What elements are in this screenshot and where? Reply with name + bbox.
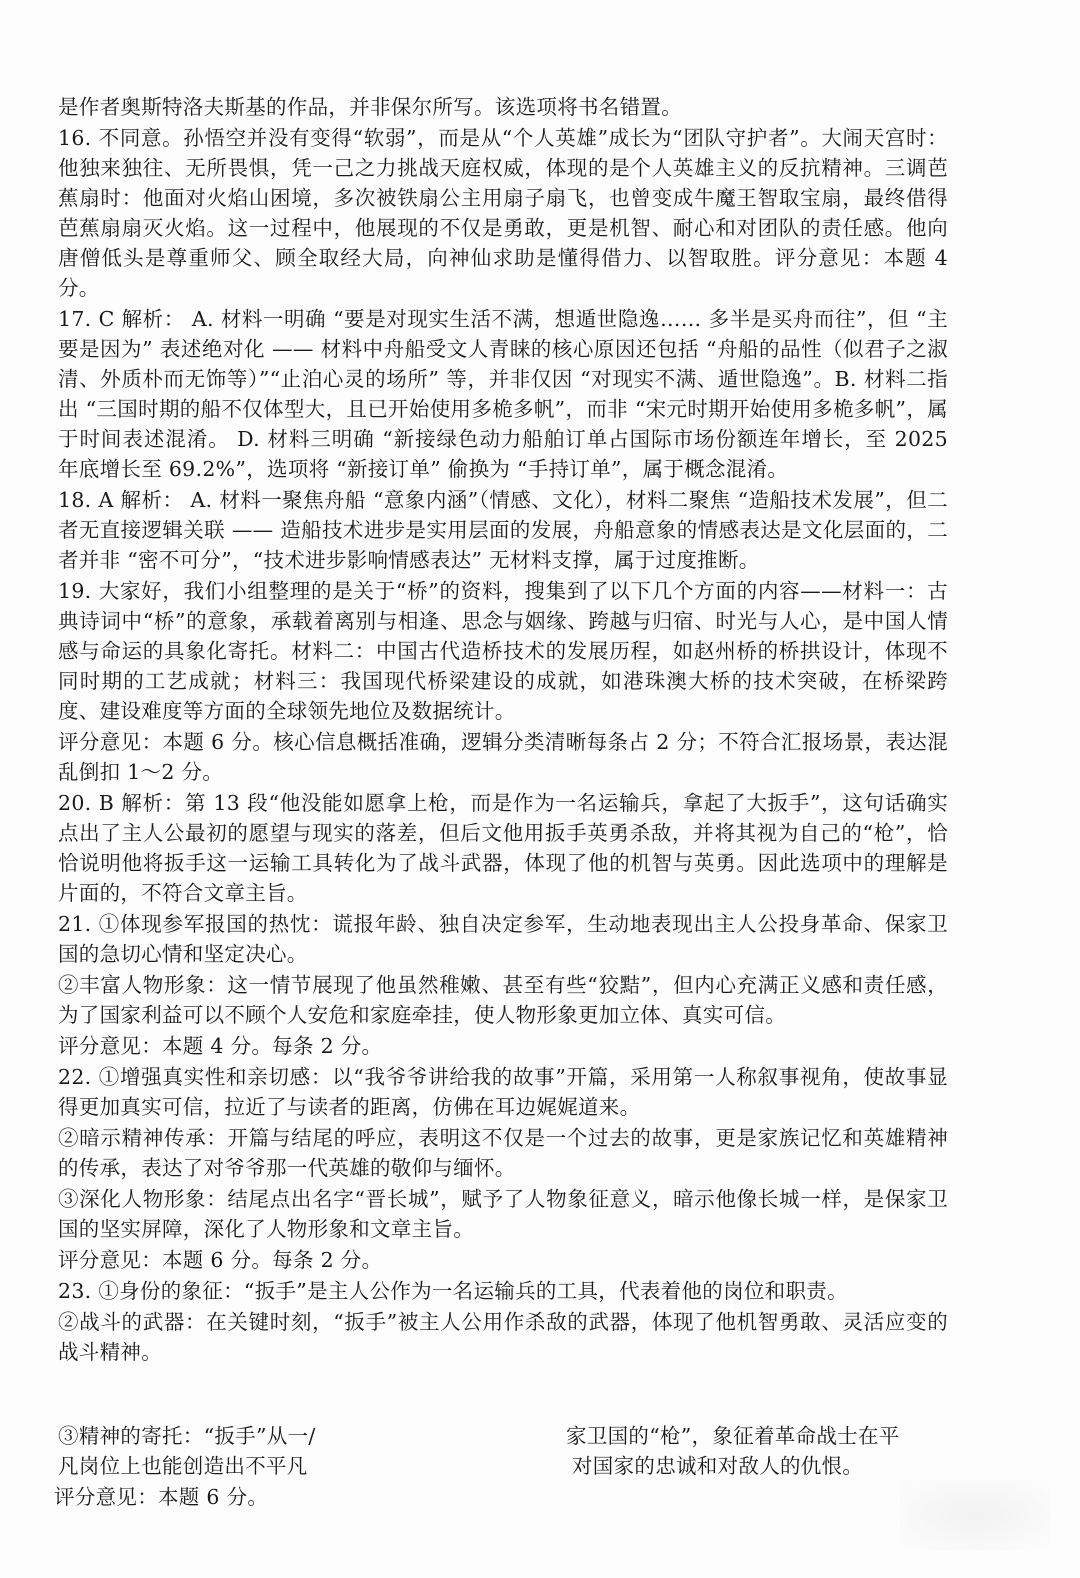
paragraph-19-scoring: 评分意见：本题 6 分。核心信息概括准确，逻辑分类清晰每条占 2 分；不符合汇报场景，表达混乱倒扣 1～2 分。 — [58, 730, 948, 784]
paragraph-23-point3-right: 家卫国的“枪”，象征着革命战士在平 — [566, 1424, 900, 1448]
paragraph-23-point3-left: ③精神的寄托：“扳手”从一/ — [58, 1424, 316, 1448]
scan-smudge — [900, 1480, 1050, 1550]
paragraph-15-tail: 是作者奥斯特洛夫斯基的作品，并非保尔所写。该选项将书名错置。 — [58, 95, 682, 119]
paragraph-21-point1: 21. ①体现参军报国的热忱：谎报年龄、独自决定参军，生动地表现出主人公投身革命、保家卫国的急切心情和坚定决心。 — [58, 912, 948, 966]
paragraph-22-scoring: 评分意见：本题 6 分。每条 2 分。 — [58, 1248, 383, 1272]
paragraph-22-point1: 22. ①增强真实性和亲切感：以“我爷爷讲给我的故事”开篇，采用第一人称叙事视角，使故事显得更加真实可信，拉近了与读者的距离，仿佛在耳边娓娓道来。 — [58, 1065, 948, 1119]
paragraph-19: 19. 大家好，我们小组整理的是关于“桥”的资料，搜集到了以下几个方面的内容——材料一：古典诗词中“桥”的意象，承载着离别与相逢、思念与姻缘、跨越与归宿、时光与人心，是中国人情感与命运的具象化寄托。材料二：中国古代造桥技术的发展历程，如赵州桥的桥拱设计，体现不同时期的工艺成就；材料三：我国现代桥梁建设的成就，如港珠澳大桥的技术突破，在桥梁跨度、建设难度等方面的全球领先地位及数据统计。 — [58, 579, 948, 723]
paragraph-20: 20. B 解析：第 13 段“他没能如愿拿上枪，而是作为一名运输兵，拿起了大扳手”，这句话确实点出了主人公最初的愿望与现实的落差，但后文他用扳手英勇杀敌，并将其视为自己的“枪”，恰恰说明他将扳手这一运输工具转化为了战斗武器，体现了他的机智与英勇。因此选项中的理解是片面的，不符合文章主旨。 — [58, 791, 948, 905]
paragraph-23-line2-left: 凡岗位上也能创造出不平凡 — [58, 1454, 308, 1478]
paragraph-18: 18. A 解析： A. 材料一聚焦舟船 “意象内涵”（情感、文化），材料二聚焦 “造船技术发展”，但二者无直接逻辑关联 —— 造船技术进步是实用层面的发展，舟船意象的情感表达是文化层面的，二者并非 “密不可分”，“技术进步影响情感表达” 无材料支撑，属于过度推断。 — [58, 488, 948, 572]
paragraph-23-scoring: 评分意见：本题 6 分。 — [54, 1485, 269, 1509]
paragraph-21-point2: ②丰富人物形象：这一情节展现了他虽然稚嫩、甚至有些“狡黠”，但内心充满正义感和责任感，为了国家利益可以不顾个人安危和家庭牵挂，使人物形象更加立体、真实可信。 — [58, 973, 948, 1027]
paragraph-21-scoring: 评分意见：本题 4 分。每条 2 分。 — [58, 1034, 383, 1058]
paragraph-22-point3: ③深化人物形象：结尾点出名字“晋长城”，赋予了人物象征意义，暗示他像长城一样，是保家卫国的坚实屏障，深化了人物形象和文章主旨。 — [58, 1187, 948, 1241]
paragraph-23-line2-right: 对国家的忠诚和对敌人的仇恨。 — [572, 1454, 864, 1478]
paragraph-23-point1: 23. ①身份的象征：“扳手”是主人公作为一名运输兵的工具，代表着他的岗位和职责。 — [58, 1279, 848, 1303]
answer-text-body — [58, 92, 948, 1368]
paragraph-23-point2: ②战斗的武器：在关键时刻，“扳手”被主人公用作杀敌的武器，体现了他机智勇敢、灵活应变的战斗精神。 — [58, 1310, 948, 1364]
paragraph-22-point2: ②暗示精神传承：开篇与结尾的呼应，表明这不仅是一个过去的故事，更是家族记忆和英雄精神的传承，表达了对爷爷那一代英雄的敬仰与缅怀。 — [58, 1126, 948, 1180]
paragraph-17: 17. C 解析： A. 材料一明确 “要是对现实生活不满，想遁世隐逸…… 多半是买舟而往”，但 “主要是因为” 表述绝对化 —— 材料中舟船受文人青睐的核心原因还包括 “舟船的品性（似君子之淑清、外质朴而无饰等）”“止泊心灵的场所” 等，并非仅因 “对现实不满、遁世隐逸”。B. 材料二指出 “三国时期的船不仅体型大，且已开始使用多桅多帆”，而非 “宋元时期开始使用多桅多帆”，属于时间表述混淆。 D. 材料三明确 “新接绿色动力船舶订单占国际市场份额连年增长，至 2025 年底增长至 69.2%”，选项将 “新接订单” 偷换为 “手持订单”，属于概念混淆。 — [58, 307, 948, 481]
paragraph-16: 16. 不同意。孙悟空并没有变得“软弱”，而是从“个人英雄”成长为“团队守护者”。大闹天宫时：他独来独往、无所畏惧，凭一己之力挑战天庭权威，体现的是个人英雄主义的反抗精神。三调芭蕉扇时：他面对火焰山困境，多次被铁扇公主用扇子扇飞，也曾变成牛魔王智取宝扇，最终借得芭蕉扇扇灭火焰。这一过程中，他展现的不仅是勇敢，更是机智、耐心和对团队的责任感。他向唐僧低头是尊重师父、顾全取经大局，向神仙求助是懂得借力、以智取胜。评分意见：本题 4 分。 — [58, 126, 948, 300]
